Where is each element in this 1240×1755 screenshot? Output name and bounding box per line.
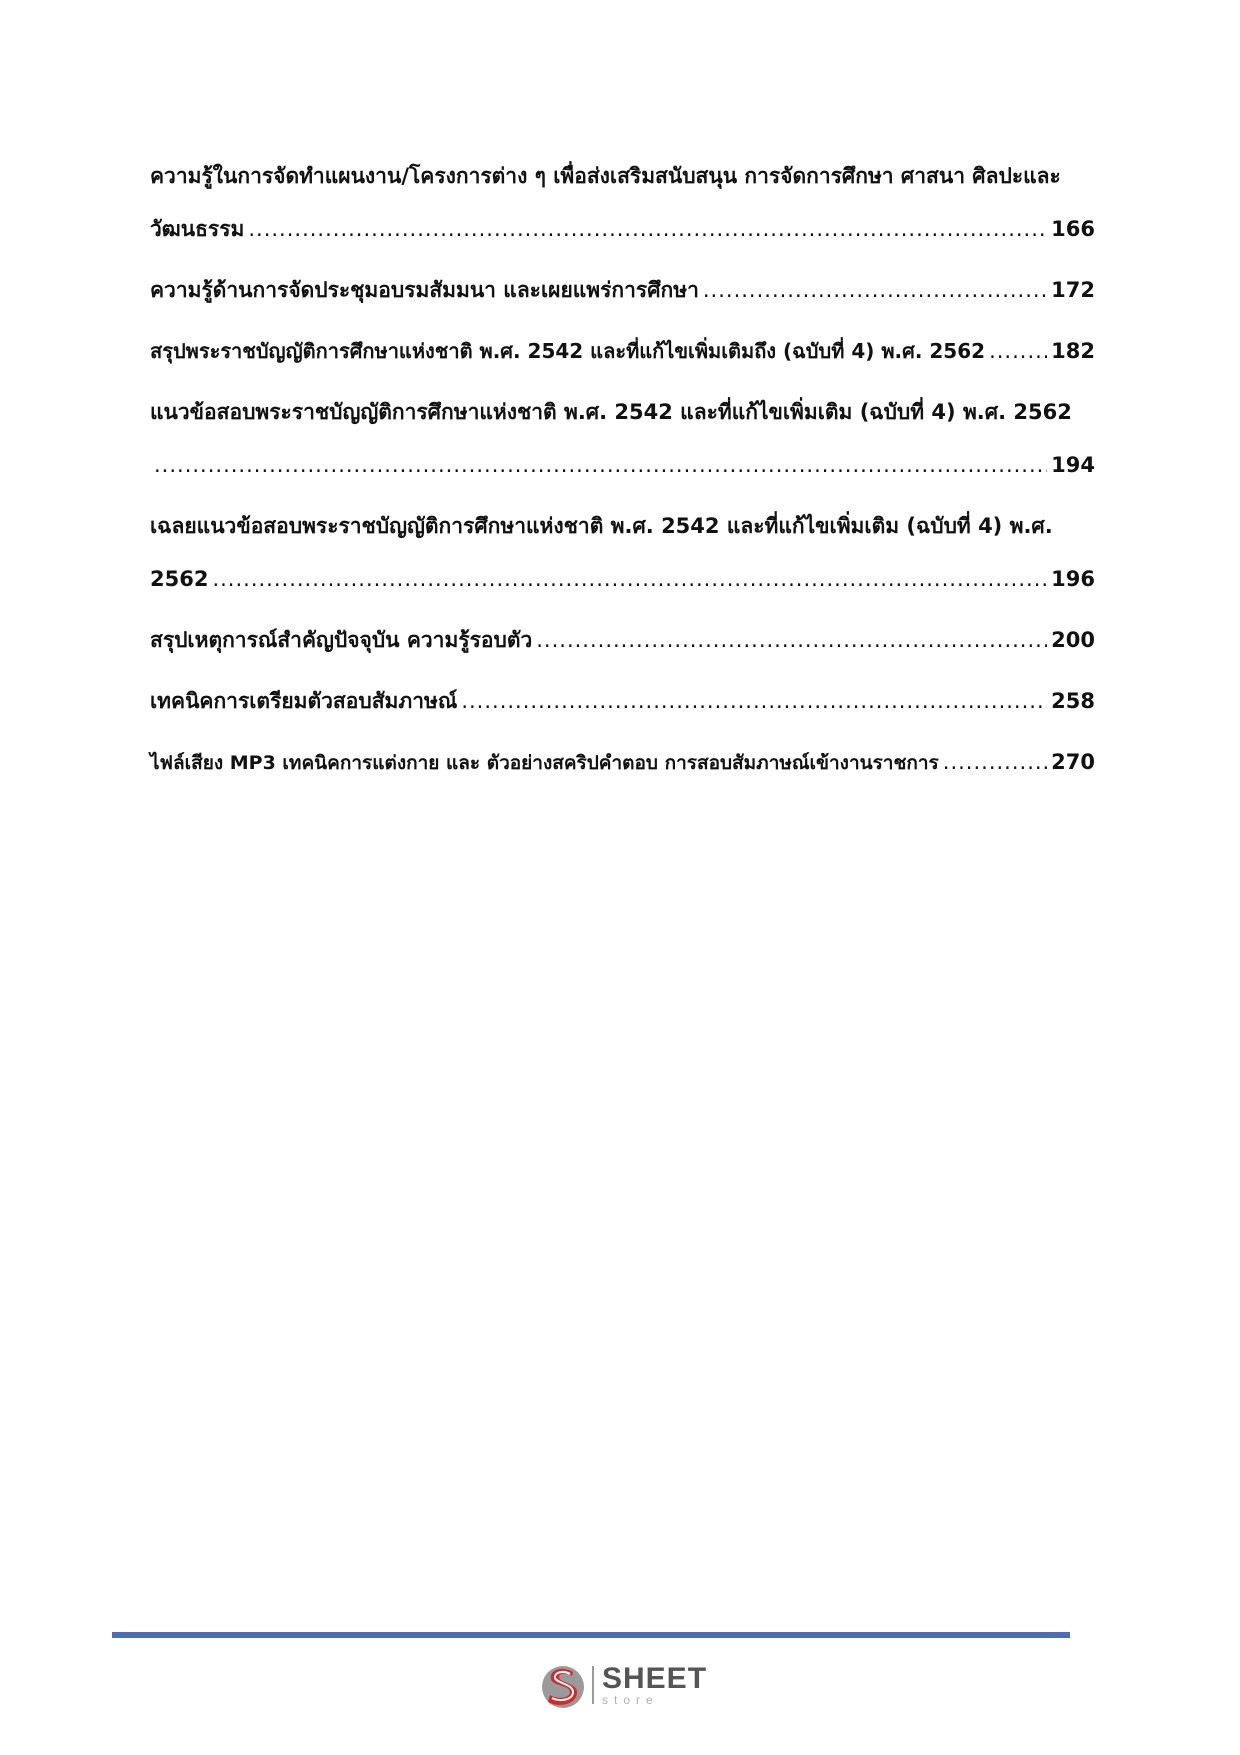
toc-entry-title-line1: แนวข้อสอบพระราชบัญญัติการศึกษาแห่งชาติ พ.ศ. 2542 และที่แก้ไขเพิ่มเติม (ฉบับที่ 4) พ.ศ. 2562: [150, 400, 1072, 424]
toc-entry-title-line1: เฉลยแนวข้อสอบพระราชบัญญัติการศึกษาแห่งชาติ พ.ศ. 2542 และที่แก้ไขเพิ่มเติม (ฉบับที่ 4) พ.ศ.: [150, 514, 1053, 538]
toc-page-number: 258: [1051, 689, 1095, 713]
table-of-contents: [150, 150, 1095, 798]
toc-entry-title: สรุปเหตุการณ์สำคัญปัจจุบัน ความรู้รอบตัว: [150, 628, 533, 652]
dot-leader: [943, 736, 1047, 789]
toc-page-number: 194: [1051, 453, 1095, 477]
toc-page-number: 270: [1051, 750, 1095, 774]
brand-logo: [540, 1660, 707, 1710]
toc-page-number: 166: [1051, 217, 1095, 241]
toc-entry[interactable]: [150, 386, 1095, 492]
toc-entry-title: ไฟล์เสียง MP3 เทคนิคการแต่งกาย และ ตัวอย่างสคริปคำตอบ การสอบสัมภาษณ์เข้างานราชการ: [150, 752, 939, 774]
toc-entry-title: ความรู้ด้านการจัดประชุมอบรมสัมมนา และเผยแพร่การศึกษา: [150, 278, 699, 302]
dot-leader: [703, 264, 1047, 317]
toc-entry[interactable]: [150, 500, 1095, 606]
dot-leader: [248, 203, 1047, 256]
toc-entry[interactable]: [150, 150, 1095, 256]
toc-page-number: 200: [1051, 628, 1095, 652]
logo-wordmark: SHEET: [602, 1662, 708, 1695]
toc-page-number: 172: [1051, 278, 1095, 302]
logo-subtext: store: [602, 1693, 659, 1707]
toc-entry-title: สรุปพระราชบัญญัติการศึกษาแห่งชาติ พ.ศ. 2542 และที่แก้ไขเพิ่มเติมถึง (ฉบับที่ 4) พ.ศ. 2562: [150, 339, 986, 363]
toc-page-number: 196: [1051, 567, 1095, 591]
toc-entry-title: 2562: [150, 567, 209, 591]
dot-leader: [212, 553, 1047, 606]
toc-entry[interactable]: [150, 614, 1095, 667]
sheet-store-s-logo-icon: [540, 1660, 586, 1710]
toc-entry-title-line1: ความรู้ในการจัดทำแผนงาน/โครงการต่าง ๆ เพื่อส่งเสริมสนับสนุน การจัดการศึกษา ศาสนา ศิลปะและ: [150, 164, 1061, 188]
toc-entry-title: วัฒนธรรม: [150, 217, 245, 241]
toc-page-number: 182: [1051, 339, 1095, 363]
toc-entry[interactable]: [150, 736, 1095, 790]
toc-entry-title: เทคนิคการเตรียมตัวสอบสัมภาษณ์: [150, 689, 458, 713]
dot-leader: [461, 675, 1047, 728]
footer-divider: [112, 1632, 1070, 1638]
dot-leader: [536, 614, 1047, 667]
logo-separator: [592, 1666, 594, 1704]
toc-entry[interactable]: [150, 264, 1095, 317]
dot-leader: [154, 439, 1047, 492]
toc-entry[interactable]: [150, 675, 1095, 728]
dot-leader: [989, 325, 1047, 378]
toc-entry[interactable]: [150, 325, 1095, 378]
